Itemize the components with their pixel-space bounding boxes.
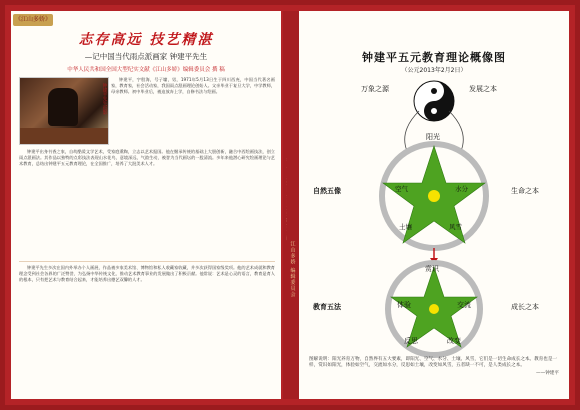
label-chengzhang: 成长之本 bbox=[511, 303, 539, 311]
diagram-title: 钟建平五元教育理论概像图 bbox=[362, 51, 506, 64]
five-element-diagram bbox=[299, 11, 569, 399]
strip-text-2: 江山多娇 编辑委员会 bbox=[289, 241, 296, 298]
label-shuifen: 水分 bbox=[455, 185, 468, 193]
portrait-desk bbox=[20, 128, 108, 144]
subheadline: —记中国当代雨点派画家 钟建平先生 bbox=[84, 52, 208, 61]
portrait-figure bbox=[48, 88, 78, 126]
body-text-1 bbox=[19, 149, 275, 259]
right-page bbox=[299, 11, 569, 399]
label-wanxiang: 万象之源 bbox=[361, 85, 389, 93]
label-gaibian: 改变 bbox=[447, 337, 461, 345]
portrait-photo bbox=[19, 77, 109, 145]
label-shangshi: 赏识 bbox=[425, 265, 439, 273]
label-jiaoliu: 交流 bbox=[457, 301, 471, 309]
center-strip-2 bbox=[287, 11, 299, 399]
label-fansi: 反思 bbox=[404, 337, 418, 345]
label-fengxue: 风雪 bbox=[449, 223, 462, 231]
label-turang: 土壤 bbox=[399, 223, 412, 231]
intro-paragraph: 钟建平，字殷海，号子墉，男，1971年5月13日生于四川西充，中国当代著名画家，教育家，社会活动家，我国雨点派画理论创始人。父亲毕业于复旦大学，中学教师，母亲教师。初中毕业后，被迫放弃上学，自修书法与绘画。 bbox=[111, 77, 275, 95]
core-icon bbox=[429, 304, 439, 314]
label-kongqi: 空气 bbox=[395, 185, 408, 193]
note-text: 图解说明：阳光养育万物，自然界有五大要素，即阳光、空气、水分、土壤、风雪，它们是一切生命成长之本。教育也是一样，赏识如阳光，体验如空气，交流如水分，反思如土壤，改变如风雪，五者缺一不可，是人类成长之本。 bbox=[309, 357, 558, 369]
label-ziran: 自然五像 bbox=[313, 187, 341, 195]
label-shengming: 生命之本 bbox=[511, 187, 539, 195]
intro-text bbox=[111, 77, 275, 147]
magazine-tag: 《江山多娇》 bbox=[13, 14, 53, 26]
headline: 志存高远 技艺精湛 bbox=[78, 32, 214, 48]
label-fazhan: 发展之本 bbox=[469, 85, 497, 93]
sun-icon bbox=[428, 190, 440, 202]
left-page bbox=[11, 11, 281, 399]
body-paragraph-2: 钟建平先生多次在国内外举办个人画展，作品被多家美术馆、博物馆和私人收藏家收藏，并多次获得国家级奖项。他的艺术成就和教育理念受到社会各界的广泛赞誉，为弘扬中华传统文化、推动艺术教育事业的发展做出了积极贡献。他常说：艺术是心灵的语言，教育是育人的根本，只有把艺术与教育结合起来，才能培养出德艺双馨的人才。 bbox=[19, 265, 275, 283]
yin-yang-icon bbox=[414, 81, 454, 121]
label-tiyan: 体验 bbox=[397, 301, 411, 309]
body-text-2 bbox=[19, 265, 275, 391]
label-yangguang: 阳光 bbox=[426, 133, 440, 141]
body-paragraph-1: 钟建平出身书香之家，自幼酷爱文学艺术，受家庭熏陶，立志以艺术报国。他在继承传统的基础上大胆创新，融合中西绘画技法，创立雨点派画法。其作品以独特的点彩技法表现山水花鸟，意境深远，气韵生动，被誉为当代画坛的一股清流。多年来他潜心研究绘画理论与艺术教育，总结出钟建平五元教育理论，在全国推广，培养了大批美术人才。 bbox=[19, 149, 275, 167]
diagram-note bbox=[309, 357, 559, 377]
photo-caption: 钟建平先生近影 bbox=[102, 83, 107, 115]
label-jiaoyu: 教育五法 bbox=[313, 303, 341, 311]
signature: ——钟建平 bbox=[536, 370, 559, 376]
diagram-date: （公元2013年2月2日） bbox=[401, 67, 467, 74]
byline: 中华人民共和国全国大型纪实文献《江山多娇》编辑委员会 撰 稿 bbox=[67, 67, 225, 73]
magazine-spread bbox=[5, 5, 575, 405]
section-divider bbox=[19, 261, 275, 262]
